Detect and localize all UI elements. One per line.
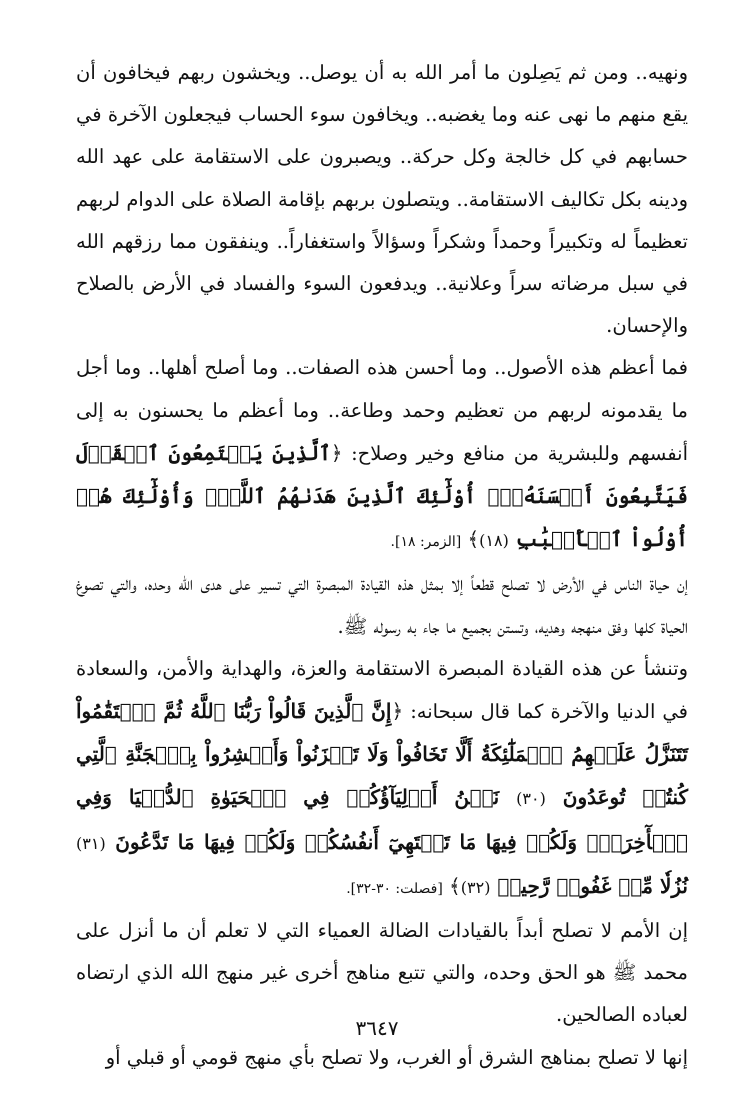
- verse-text: نُزُلٗا مِّنۡ غَفُورٖ رَّحِيمٖ: [497, 873, 688, 898]
- paragraph-text: ونهيه.. ومن ثم يَصِلون ما أمر الله به أن يوصل.. ويخشون ربهم فيخافون أن يقع منهم ما نهى عنه وما يغضبه.. ويخافون سوء الحساب فيجعلون الآخرة في حسابهم في كل خالجة وكل حركة.. ويصبرون على الاستقامة على عهد الله ودينه بكل تكاليف الاستقامة.. ويتصلون بربهم بإقامة الصلاة على الدوام لربهم تعظيماً له وتكبيراً وحمداً وشكراً وسؤالاً واستغفاراً.. وينفقون مما رزقهم الله في سبل مرضاته سراً وعلانية.. ويدفعون السوء والفساد في الأرض بالصلاح والإحسان.: [76, 61, 688, 338]
- paragraph-text: فما أعظم هذه الأصول.. وما أحسن هذه الصفات.. وما أصلح أهلها.. وما أجل ما يقدمونه لربهم من تعظيم وحمد وطاعة.. وما أعظم ما يحسنون به إلى أنفسهم وللبشرية من منافع وخير وصلاح:: [76, 356, 688, 465]
- paragraph-text: وتنشأ عن هذه القيادة المبصرة الاستقامة والعزة، والهداية والأمن، والسعادة في الدنيا والآخرة كما قال سبحانه:: [76, 656, 689, 724]
- paragraph-methods: [76, 1037, 688, 1079]
- verse-close-bracket: ﴾: [467, 527, 480, 552]
- ayah-number-marker: (٣١): [76, 833, 106, 853]
- verse-text: ٱلَّذِينَ يَسۡتَمِعُونَ ٱلۡقَوۡلَ فَيَتَّبِعُونَ أَحۡسَنَهُۥٓۚ أُوْلَٰٓئِكَ ٱلَّذِينَ هَدَىٰهُمُ ٱللَّهُۖ وَأُوْلَٰٓئِكَ هُمۡ أُوْلُواْ ٱلۡأَلۡبَٰبِ: [76, 440, 688, 552]
- ayah-number-marker: (٣٢): [460, 877, 491, 897]
- quran-verse-fussilat: [76, 699, 688, 898]
- verse-citation: [الزمر: ١٨].: [390, 534, 462, 551]
- verse-open-bracket: ﴿: [330, 440, 343, 465]
- ayah-number: ١٨: [485, 531, 503, 551]
- verse-citation: [فصلت: ٣٠-٣٢].: [346, 880, 443, 897]
- verse-open-bracket: ﴿: [391, 699, 404, 724]
- body-text: [76, 52, 688, 1079]
- paragraph-leadership: [76, 563, 688, 647]
- paragraph-istiqama: [76, 648, 688, 910]
- ayah-number-marker: (١٨): [479, 531, 509, 551]
- paragraph-virtues: [76, 52, 688, 347]
- paragraph-text: إن حياة الناس في الأرض لا تصلح قطعاً إلا بمثل هذه القيادة المبصرة التي تسير على هدى الله وحده، والتي تصوغ الحياة كلها وفق منهجه وهديه، وتستن بجميع ما جاء به رسوله ﷺ.: [76, 572, 688, 638]
- ayah-number-marker: (٣٠): [516, 789, 546, 809]
- verse-text: نَحۡنُ أَوۡلِيَآؤُكُمۡ فِي ٱلۡحَيَوٰةِ ٱلدُّنۡيَا وَفِي ٱلۡأٓخِرَةِۖ وَلَكُمۡ فِيهَا مَا تَشۡتَهِيٓ أَنفُسُكُمۡ وَلَكُمۡ فِيهَا مَا تَدَّعُونَ: [76, 785, 688, 854]
- verse-close-bracket: ﴾: [449, 873, 461, 898]
- paragraph-principles: [76, 347, 688, 563]
- paragraph-text: إن الأمم لا تصلح أبداً بالقيادات الضالة العمياء التي لا تعلم أن ما أنزل على محمد ﷺ هو الحق وحده، والتي تتبع مناهج أخرى غير منهج الله الذي ارتضاه لعباده الصالحين.: [76, 919, 688, 1027]
- ayah-number: ٣٢: [467, 877, 485, 897]
- page-number: ٣٦٤٧: [355, 1016, 399, 1040]
- verse-text: إِنَّ ٱلَّذِينَ قَالُواْ رَبُّنَا ٱللَّهُ ثُمَّ ٱسۡتَقَٰمُواْ تَتَنَزَّلُ عَلَيۡهِمُ ٱلۡمَلَٰٓئِكَةُ أَلَّا تَخَافُواْ وَلَا تَحۡزَنُواْ وَأَبۡشِرُواْ بِٱلۡجَنَّةِ ٱلَّتِي كُنتُمۡ تُوعَدُونَ: [76, 699, 689, 810]
- ayah-number: ٣١: [82, 833, 100, 853]
- paragraph-text: إنها لا تصلح بمناهج الشرق أو الغرب، ولا تصلح بأي منهج قومي أو قبلي أو: [105, 1045, 688, 1069]
- ayah-number: ٣٠: [522, 789, 540, 809]
